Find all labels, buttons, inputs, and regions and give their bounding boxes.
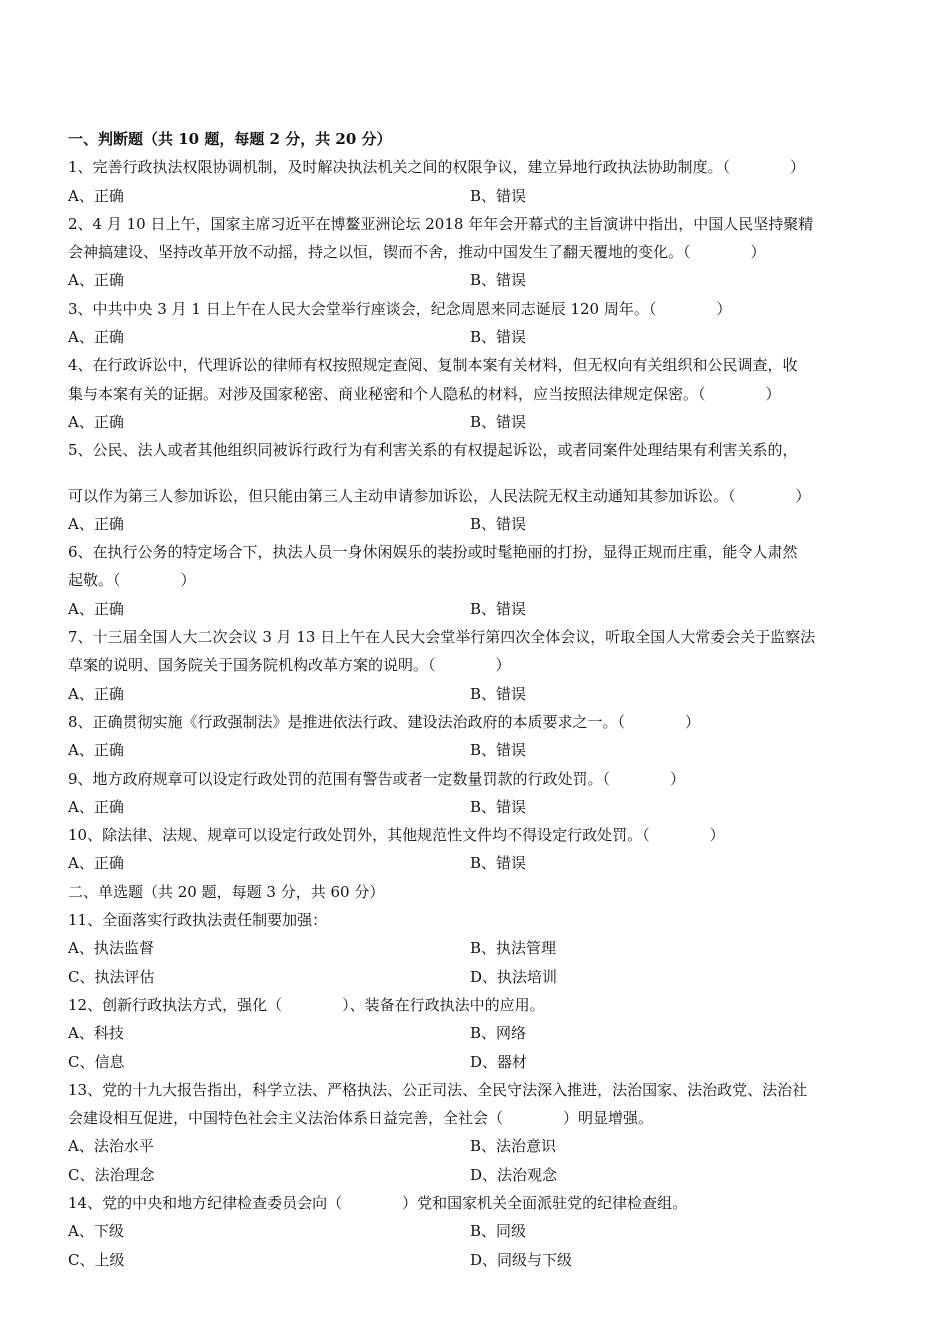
question-text: 可以作为第三人参加诉讼，但只能由第三人主动申请参加诉讼，人民法院无权主动通知其参加诉讼。（ ） (68, 486, 811, 505)
question-text: 起敬。（ ） (68, 571, 196, 590)
question-text: 4、在行政诉讼中，代理诉讼的律师有权按照规定查阅、复制本案有关材料，但无权向有关组织和公民调查，收 (68, 356, 798, 375)
question-text: 13、党的十九大报告指出，科学立法、严格执法、公正司法、全民守法深入推进，法治国家、法治政党、法治社 (68, 1080, 808, 1099)
question-text: 会建设相互促进，中国特色社会主义法治体系日益完善，全社会（ ）明显增强。 (68, 1109, 654, 1128)
option-c: C、信息 (68, 1052, 125, 1071)
option-a: A、正确 (68, 854, 124, 873)
option-d: D、同级与下级 (470, 1250, 573, 1269)
option-c: C、执法评估 (68, 967, 155, 986)
question-text: 11、全面落实行政执法责任制要加强： (68, 911, 328, 930)
section-1-heading: 一、判断题（共 10 题，每题 2 分，共 20 分） (68, 130, 392, 148)
option-a: A、正确 (68, 797, 124, 816)
option-b: B、同级 (470, 1222, 527, 1241)
question-3 (68, 295, 888, 352)
option-a: A、下级 (68, 1222, 124, 1241)
option-a: A、正确 (68, 684, 124, 703)
option-b: B、错误 (470, 684, 527, 703)
option-b: B、错误 (470, 854, 527, 873)
option-b: B、执法管理 (470, 939, 557, 958)
option-a: A、正确 (68, 271, 124, 290)
section-2-heading: 二、单选题（共 20 题，每题 3 分，共 60 分） (68, 882, 385, 901)
option-b: B、错误 (470, 741, 527, 760)
question-text: 2、4 月 10 日上午，国家主席习近平在博鳌亚洲论坛 2018 年年会开幕式的主旨演讲中指出，中国人民坚持聚精 (68, 214, 814, 233)
question-13 (68, 1076, 888, 1189)
question-text: 7、十三届全国人大二次会议 3 月 13 日上午在人民大会堂举行第四次全体会议，听取全国人大常委会关于监察法 (68, 628, 816, 647)
question-text: 5、公民、法人或者其他组织同被诉行政行为有利害关系的有权提起诉讼，或者同案件处理结果有利害关系的， (68, 441, 798, 460)
option-a: A、正确 (68, 599, 124, 618)
question-text: 9、地方政府规章可以设定行政处罚的范围有警告或者一定数量罚款的行政处罚。（ ） (68, 769, 686, 788)
question-1 (68, 153, 888, 210)
option-c: C、法治理念 (68, 1165, 155, 1184)
question-4 (68, 351, 888, 436)
question-text: 8、正确贯彻实施《行政强制法》是推进依法行政、建设法治政府的本质要求之一。（ ） (68, 712, 701, 731)
option-b: B、网络 (470, 1024, 527, 1043)
question-text: 3、中共中央 3 月 1 日上午在人民大会堂举行座谈会，纪念周恩来同志诞辰 120 周年。（ ） (68, 299, 732, 318)
option-b: B、错误 (470, 514, 527, 533)
question-text: 14、党的中央和地方纪律检查委员会向（ ）党和国家机关全面派驻党的纪律检查组。 (68, 1193, 688, 1212)
option-a: A、正确 (68, 741, 124, 760)
question-9 (68, 765, 888, 822)
question-10 (68, 821, 888, 878)
option-b: B、法治意识 (470, 1137, 557, 1156)
option-b: B、错误 (470, 412, 527, 431)
option-b: B、错误 (470, 271, 527, 290)
option-a: A、正确 (68, 514, 124, 533)
option-d: D、法治观念 (470, 1165, 558, 1184)
option-b: B、错误 (470, 186, 527, 205)
option-a: A、正确 (68, 186, 124, 205)
option-b: B、错误 (470, 599, 527, 618)
option-d: D、器材 (470, 1052, 528, 1071)
question-11 (68, 906, 888, 991)
option-c: C、上级 (68, 1250, 125, 1269)
question-2 (68, 210, 888, 295)
question-text: 草案的说明、国务院关于国务院机构改革方案的说明。（ ） (68, 656, 511, 675)
option-a: A、科技 (68, 1024, 124, 1043)
question-6 (68, 538, 888, 623)
question-text: 集与本案有关的证据。对涉及国家秘密、商业秘密和个人隐私的材料，应当按照法律规定保密。（ ） (68, 384, 781, 403)
question-text: 12、创新行政执法方式，强化（ ）、装备在行政执法中的应用。 (68, 995, 545, 1014)
option-b: B、错误 (470, 328, 527, 347)
option-a: A、法治水平 (68, 1137, 154, 1156)
question-12 (68, 991, 888, 1076)
option-a: A、正确 (68, 412, 124, 431)
spacer (68, 465, 888, 482)
question-14 (68, 1189, 888, 1274)
option-a: A、执法监督 (68, 939, 154, 958)
exam-document (68, 125, 888, 1274)
option-d: D、执法培训 (470, 967, 558, 986)
question-text: 6、在执行公务的特定场合下，执法人员一身休闲娱乐的装扮或时髦艳丽的打扮，显得正规而庄重，能令人肃然 (68, 543, 798, 562)
option-a: A、正确 (68, 328, 124, 347)
question-text: 会神搞建设、坚持改革开放不动摇，持之以恒，锲而不舍，推动中国发生了翻天覆地的变化。（ ） (68, 243, 766, 262)
question-text: 1、完善行政执法权限协调机制，及时解决执法机关之间的权限争议，建立异地行政执法协助制度。（ ） (68, 158, 806, 177)
question-7 (68, 623, 888, 708)
question-5 (68, 436, 888, 538)
question-text: 10、除法律、法规、规章可以设定行政处罚外，其他规范性文件均不得设定行政处罚。（ ） (68, 826, 725, 845)
option-b: B、错误 (470, 797, 527, 816)
question-8 (68, 708, 888, 765)
